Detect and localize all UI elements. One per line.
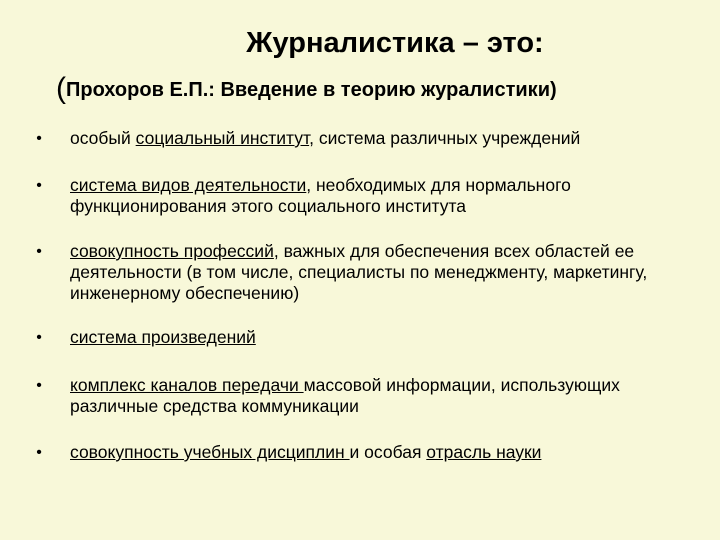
bullet-1-text: особый [70,128,136,148]
bullet-marker: • [36,130,42,147]
subtitle-text: Прохоров Е.П.: Введение в теорию журалистики) [66,79,557,101]
bullet-marker: • [36,177,42,194]
bullet-marker: • [36,377,42,394]
bullet-marker: • [36,444,42,461]
bullet-item-4 [32,327,692,348]
bullet-4-underlined: система произведений [70,327,256,347]
bullet-item-6 [32,442,692,463]
bullet-2-rest: , необходимых для нормального функционирования этого социального института [70,175,571,216]
bullet-item-5 [32,375,692,417]
bullet-6-underlined-2: отрасль науки [426,442,542,462]
bullet-marker: • [36,243,42,260]
bullet-item-1 [32,128,692,149]
subtitle-open-paren: ( [56,72,66,105]
bullet-list [32,128,692,463]
bullet-6-underlined: совокупность учебных дисциплин [70,442,350,462]
bullet-3-rest: , важных для обеспечения всех областей ее деятельности (в том числе, специалисты по менеджменту, маркетингу, инженерному обеспечению) [70,241,648,303]
bullet-1-rest: , система различных учреждений [309,128,581,148]
slide-title: Журналистика – это: [246,27,544,59]
slide-subtitle [56,72,716,107]
bullet-5-underlined: комплекс каналов передачи [70,375,304,395]
bullet-item-3 [32,241,692,304]
bullet-2-underlined: система видов деятельности [70,175,307,195]
bullet-6-mid: и особая [349,442,427,462]
bullet-1-underlined: социальный институт [135,128,310,148]
bullet-item-2 [32,175,692,217]
bullet-5-rest: массовой информации, использующих различные средства коммуникации [70,375,620,416]
bullet-3-underlined: совокупность профессий [70,241,274,261]
bullet-marker: • [36,329,42,346]
